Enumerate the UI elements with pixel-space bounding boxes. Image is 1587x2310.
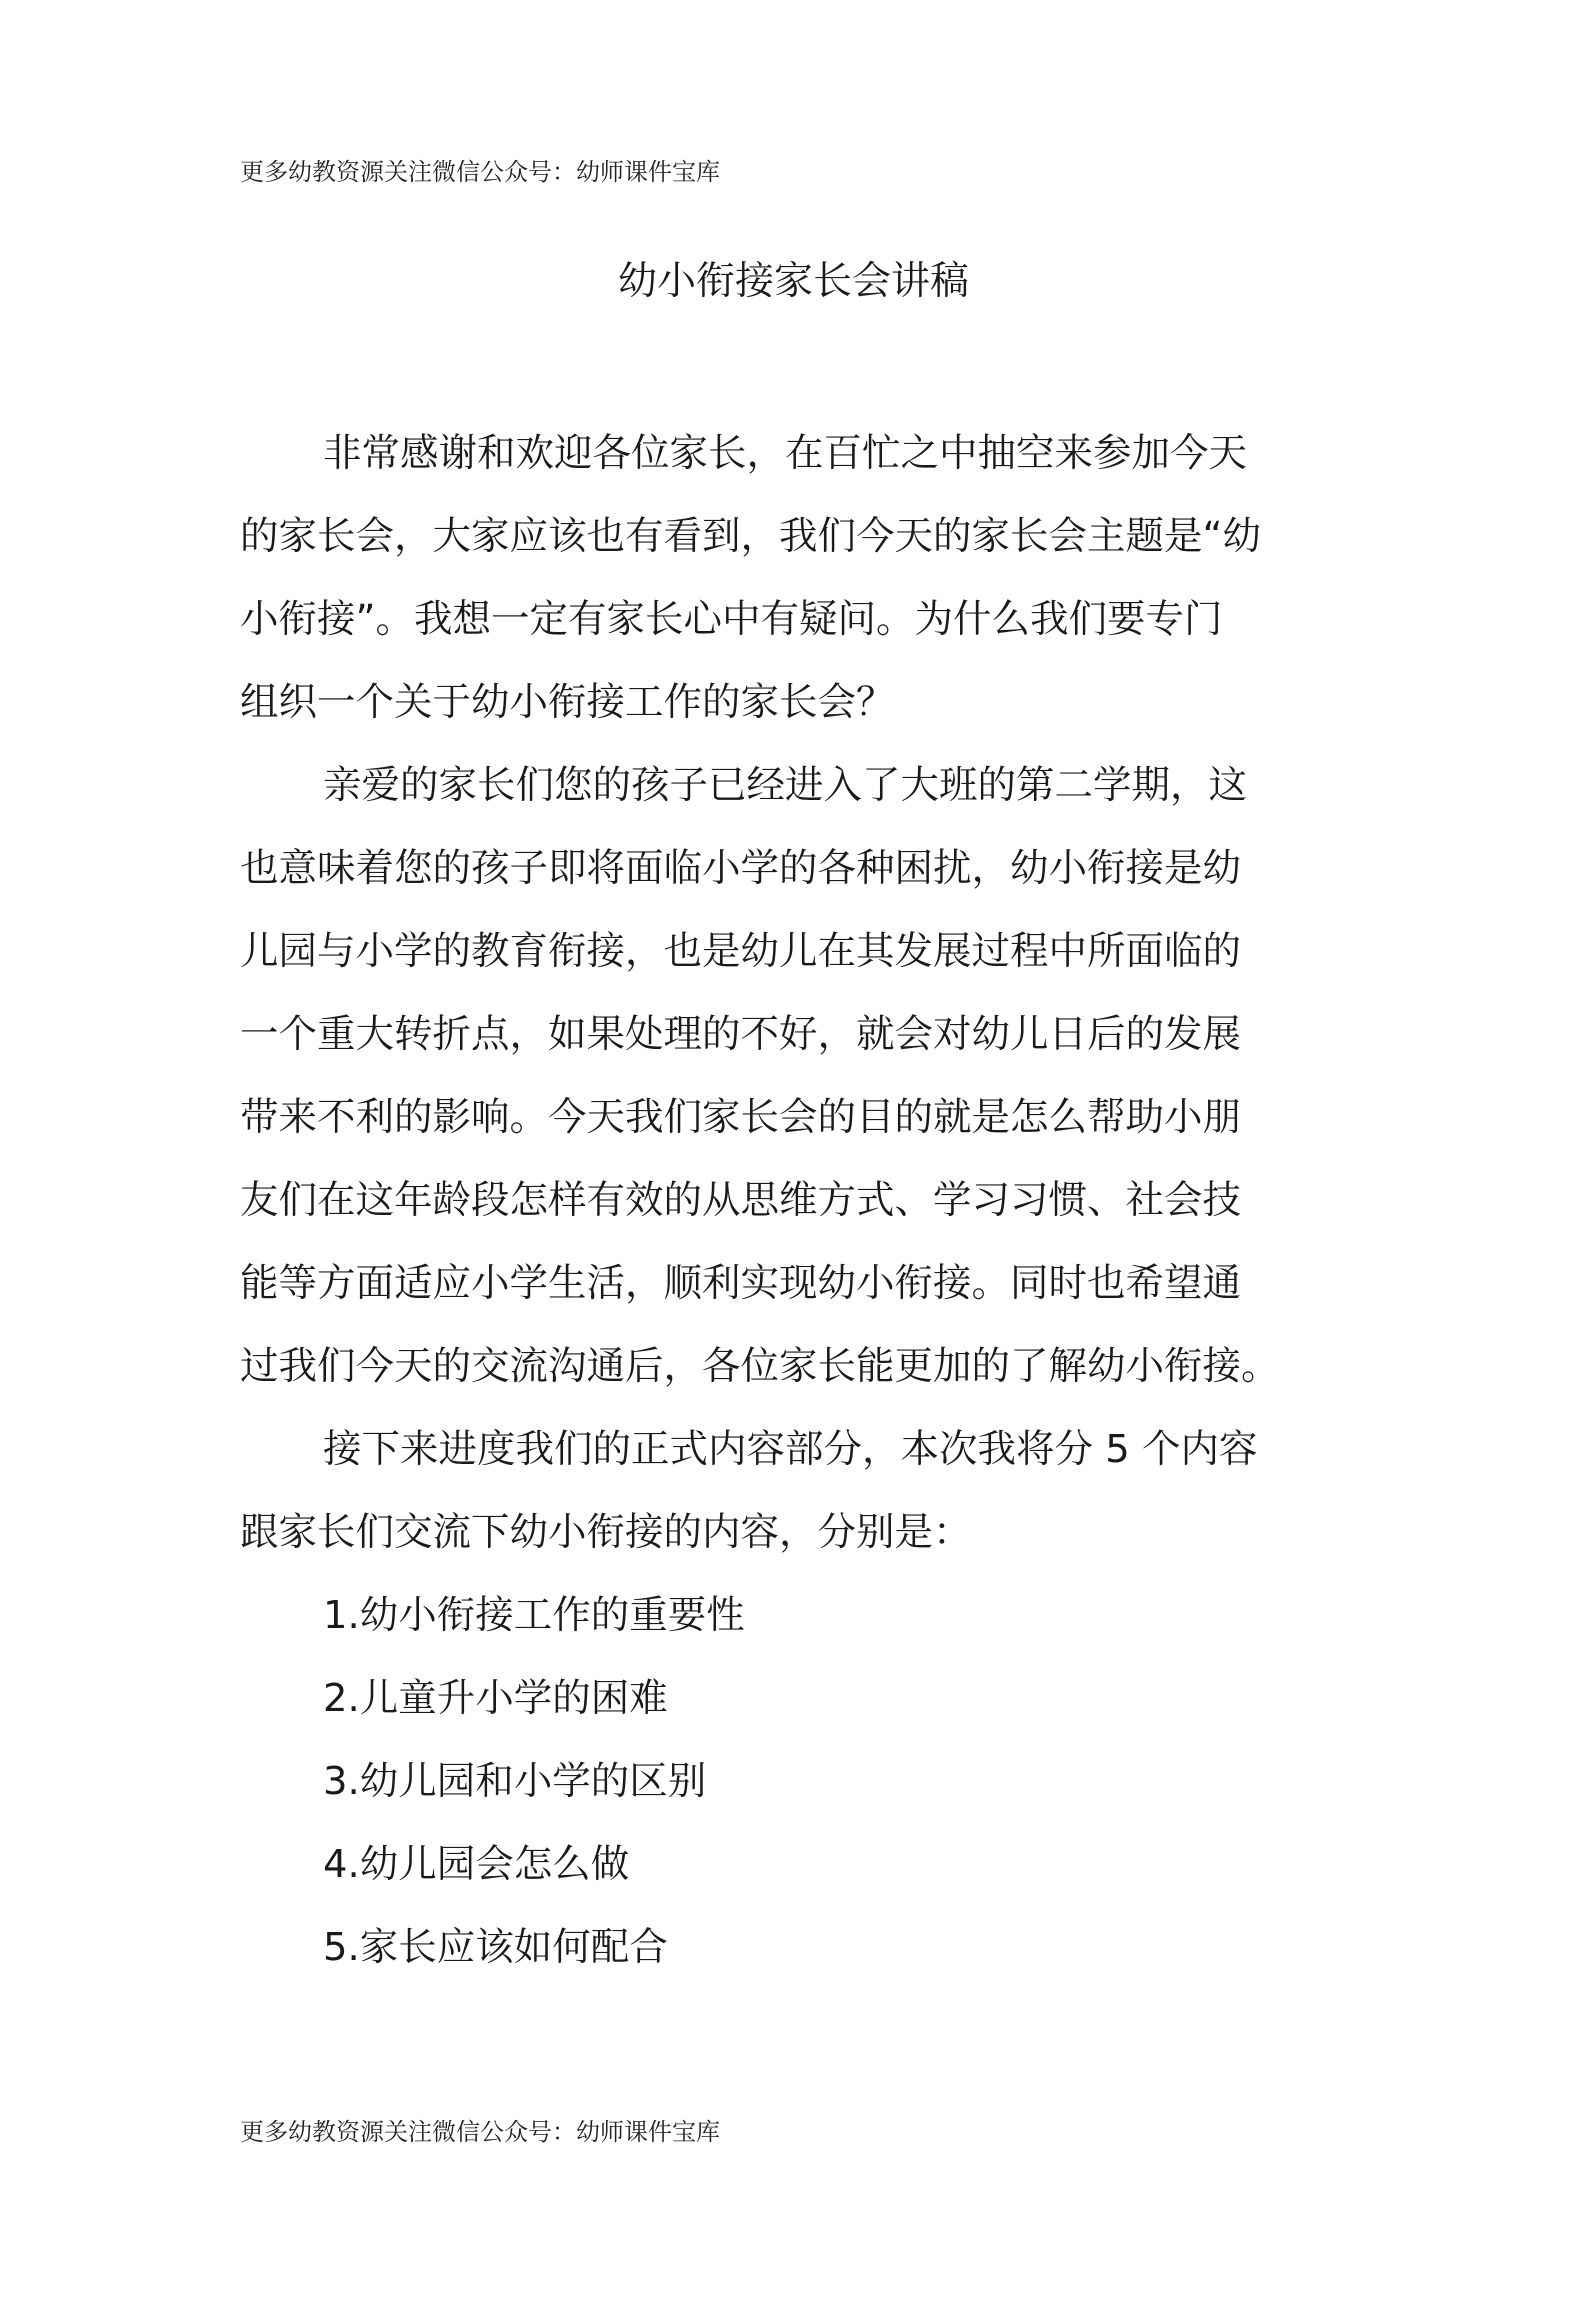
paragraph-line: 非常感谢和欢迎各位家长，在百忙之中抽空来参加今天 [323, 431, 1248, 476]
document-body [240, 412, 1360, 1989]
list-item: 4.幼儿园会怎么做 [323, 1842, 630, 1887]
document-title: 幼小衔接家长会讲稿 [617, 259, 969, 304]
paragraph-line: 友们在这年龄段怎样有效的从思维方式、学习习惯、社会技 [240, 1178, 1242, 1223]
list-item: 1.幼小衔接工作的重要性 [323, 1593, 745, 1638]
paragraph-line: 亲爱的家长们您的孩子已经进入了大班的第二学期，这 [323, 763, 1248, 808]
paragraph-line: 的家长会，大家应该也有看到，我们今天的家长会主题是“幼 [240, 514, 1261, 559]
paragraph-purpose [240, 744, 1360, 1408]
footer-promo-note: 更多幼教资源关注微信公众号：幼师课件宝库 [240, 2118, 720, 2146]
paragraph-line: 小衔接”。我想一定有家长心中有疑问。为什么我们要专门 [240, 597, 1223, 642]
list-item: 5.家长应该如何配合 [323, 1925, 668, 1970]
paragraph-line: 一个重大转折点，如果处理的不好，就会对幼儿日后的发展 [240, 1012, 1242, 1057]
paragraph-outline-intro [240, 1408, 1360, 1574]
paragraph-line: 接下来进度我们的正式内容部分，本次我将分 5 个内容 [323, 1427, 1258, 1472]
paragraph-line: 儿园与小学的教育衔接，也是幼儿在其发展过程中所面临的 [240, 929, 1242, 974]
paragraph-line: 过我们今天的交流沟通后，各位家长能更加的了解幼小衔接。 [240, 1344, 1280, 1389]
paragraph-intro [240, 412, 1360, 744]
list-item: 2.儿童升小学的困难 [323, 1676, 668, 1721]
paragraph-line: 组织一个关于幼小衔接工作的家长会？ [240, 680, 895, 725]
paragraph-line: 能等方面适应小学生活，顺利实现幼小衔接。同时也希望通 [240, 1261, 1242, 1306]
paragraph-line: 跟家长们交流下幼小衔接的内容，分别是： [240, 1510, 972, 1555]
paragraph-line: 带来不利的影响。今天我们家长会的目的就是怎么帮助小朋 [240, 1095, 1242, 1140]
paragraph-line: 也意味着您的孩子即将面临小学的各种困扰，幼小衔接是幼 [240, 846, 1242, 891]
list-item: 3.幼儿园和小学的区别 [323, 1759, 707, 1804]
header-promo-note: 更多幼教资源关注微信公众号：幼师课件宝库 [240, 158, 720, 186]
outline-list [240, 1574, 1360, 1989]
